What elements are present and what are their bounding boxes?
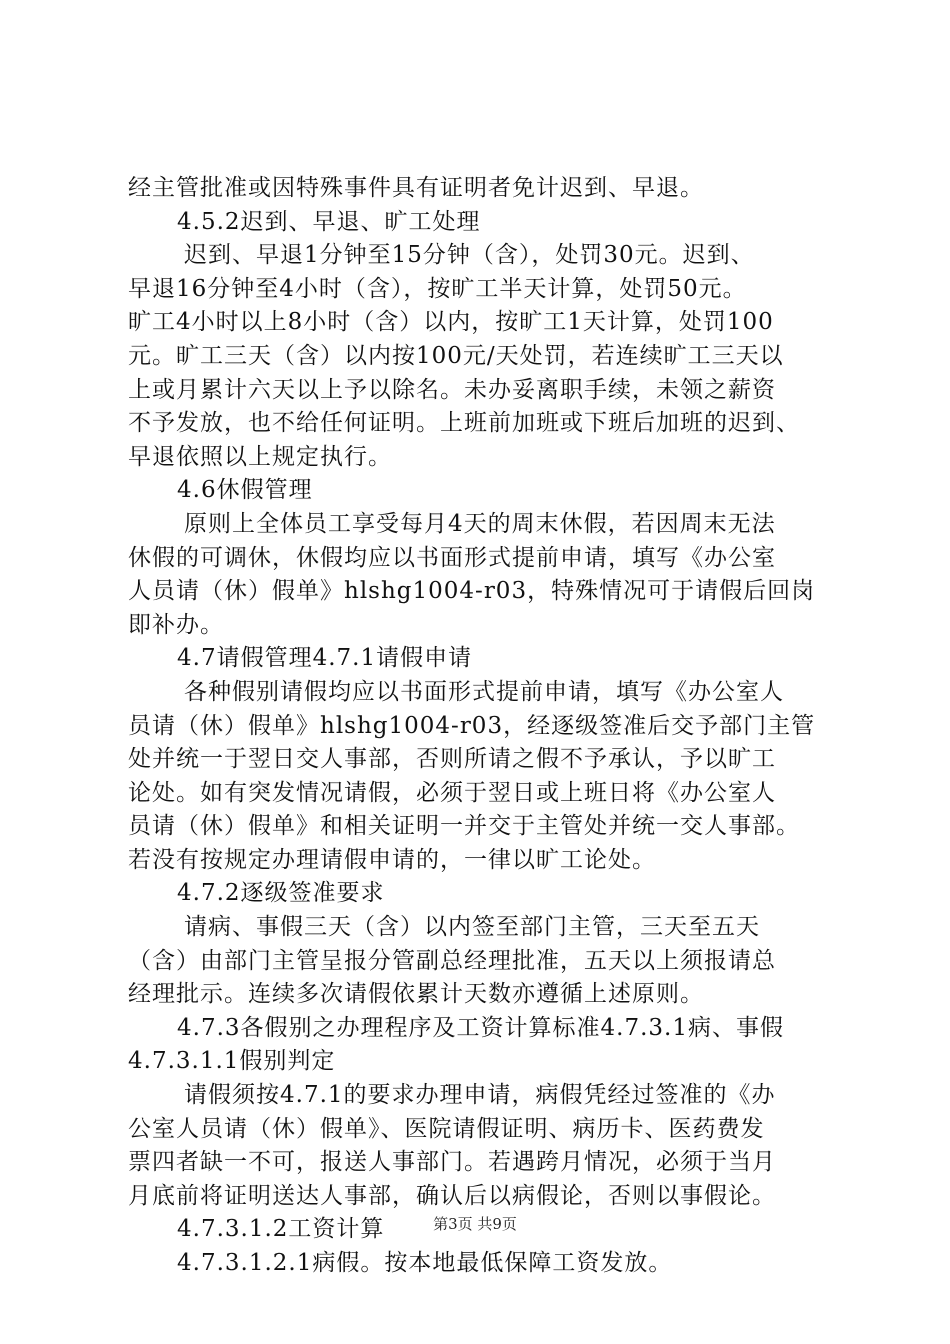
text-line: 若没有按规定办理请假申请的，一律以旷工论处。	[128, 846, 656, 873]
text-line: 各种假别请假均应以书面形式提前申请，填写《办公室人	[184, 678, 784, 705]
text-line: 员请（休）假单》和相关证明一并交于主管处并统一交人事部。	[128, 813, 800, 840]
text-line: 4.5.2迟到、早退、旷工处理	[177, 208, 481, 235]
text-line: 请病、事假三天（含）以内签至部门主管，三天至五天	[184, 914, 760, 941]
text-line: 经理批示。连续多次请假依累计天数亦遵循上述原则。	[128, 981, 704, 1008]
text-line: 员请（休）假单》hlshg1004-r03，经逐级签准后交予部门主管	[128, 712, 816, 739]
text-line: 旷工4小时以上8小时（含）以内，按旷工1天计算，处罚100	[128, 309, 774, 336]
text-line: 公室人员请（休）假单》、医院请假证明、病历卡、医药费发	[128, 1115, 765, 1142]
text-line: 4.7请假管理4.7.1请假申请	[177, 645, 473, 672]
text-line: 请假须按4.7.1的要求办理申请，病假凭经过签准的《办	[184, 1082, 776, 1109]
text-line: 休假的可调休，休假均应以书面形式提前申请，填写《办公室	[128, 544, 776, 571]
text-line: 早退依照以上规定执行。	[128, 443, 392, 470]
text-line: 早退16分钟至4小时（含），按旷工半天计算，处罚50元。	[128, 275, 747, 302]
text-line: 不予发放，也不给任何证明。上班前加班或下班后加班的迟到、	[128, 410, 800, 437]
text-line: 4.7.3.1.1假别判定	[128, 1048, 336, 1075]
text-line: 4.7.3.1.2工资计算	[177, 1216, 385, 1243]
document-body	[128, 172, 838, 1281]
text-line: 票四者缺一不可，报送人事部门。若遇跨月情况，必须于当月	[128, 1149, 776, 1176]
text-line: 迟到、早退1分钟至15分钟（含），处罚30元。迟到、	[184, 242, 755, 269]
text-line: 经主管批准或因特殊事件具有证明者免计迟到、早退。	[128, 175, 704, 201]
page-footer: 第3页 共9页	[433, 1215, 517, 1233]
text-line: 处并统一于翌日交人事部，否则所请之假不予承认，予以旷工	[128, 746, 776, 773]
text-line: 原则上全体员工享受每月4天的周末休假，若因周末无法	[184, 510, 776, 537]
text-line: 即补办。	[128, 611, 224, 638]
text-line: 人员请（休）假单》hlshg1004-r03，特殊情况可于请假后回岗	[128, 578, 816, 605]
text-line: 4.6休假管理	[177, 477, 313, 504]
text-line: （含）由部门主管呈报分管副总经理批准，五天以上须报请总	[128, 947, 776, 974]
text-line: 4.7.3各假别之办理程序及工资计算标准4.7.3.1病、事假	[177, 1014, 784, 1041]
text-line: 上或月累计六天以上予以除名。未办妥离职手续，未领之薪资	[128, 376, 776, 403]
text-line: 月底前将证明送达人事部，确认后以病假论，否则以事假论。	[128, 1182, 776, 1209]
text-line: 4.7.3.1.2.1病假。按本地最低保障工资发放。	[177, 1250, 673, 1276]
text-line: 元。旷工三天（含）以内按100元/天处罚，若连续旷工三天以	[128, 342, 784, 369]
text-line: 4.7.2逐级签准要求	[177, 880, 385, 907]
text-line: 论处。如有突发情况请假，必须于翌日或上班日将《办公室人	[128, 779, 776, 806]
